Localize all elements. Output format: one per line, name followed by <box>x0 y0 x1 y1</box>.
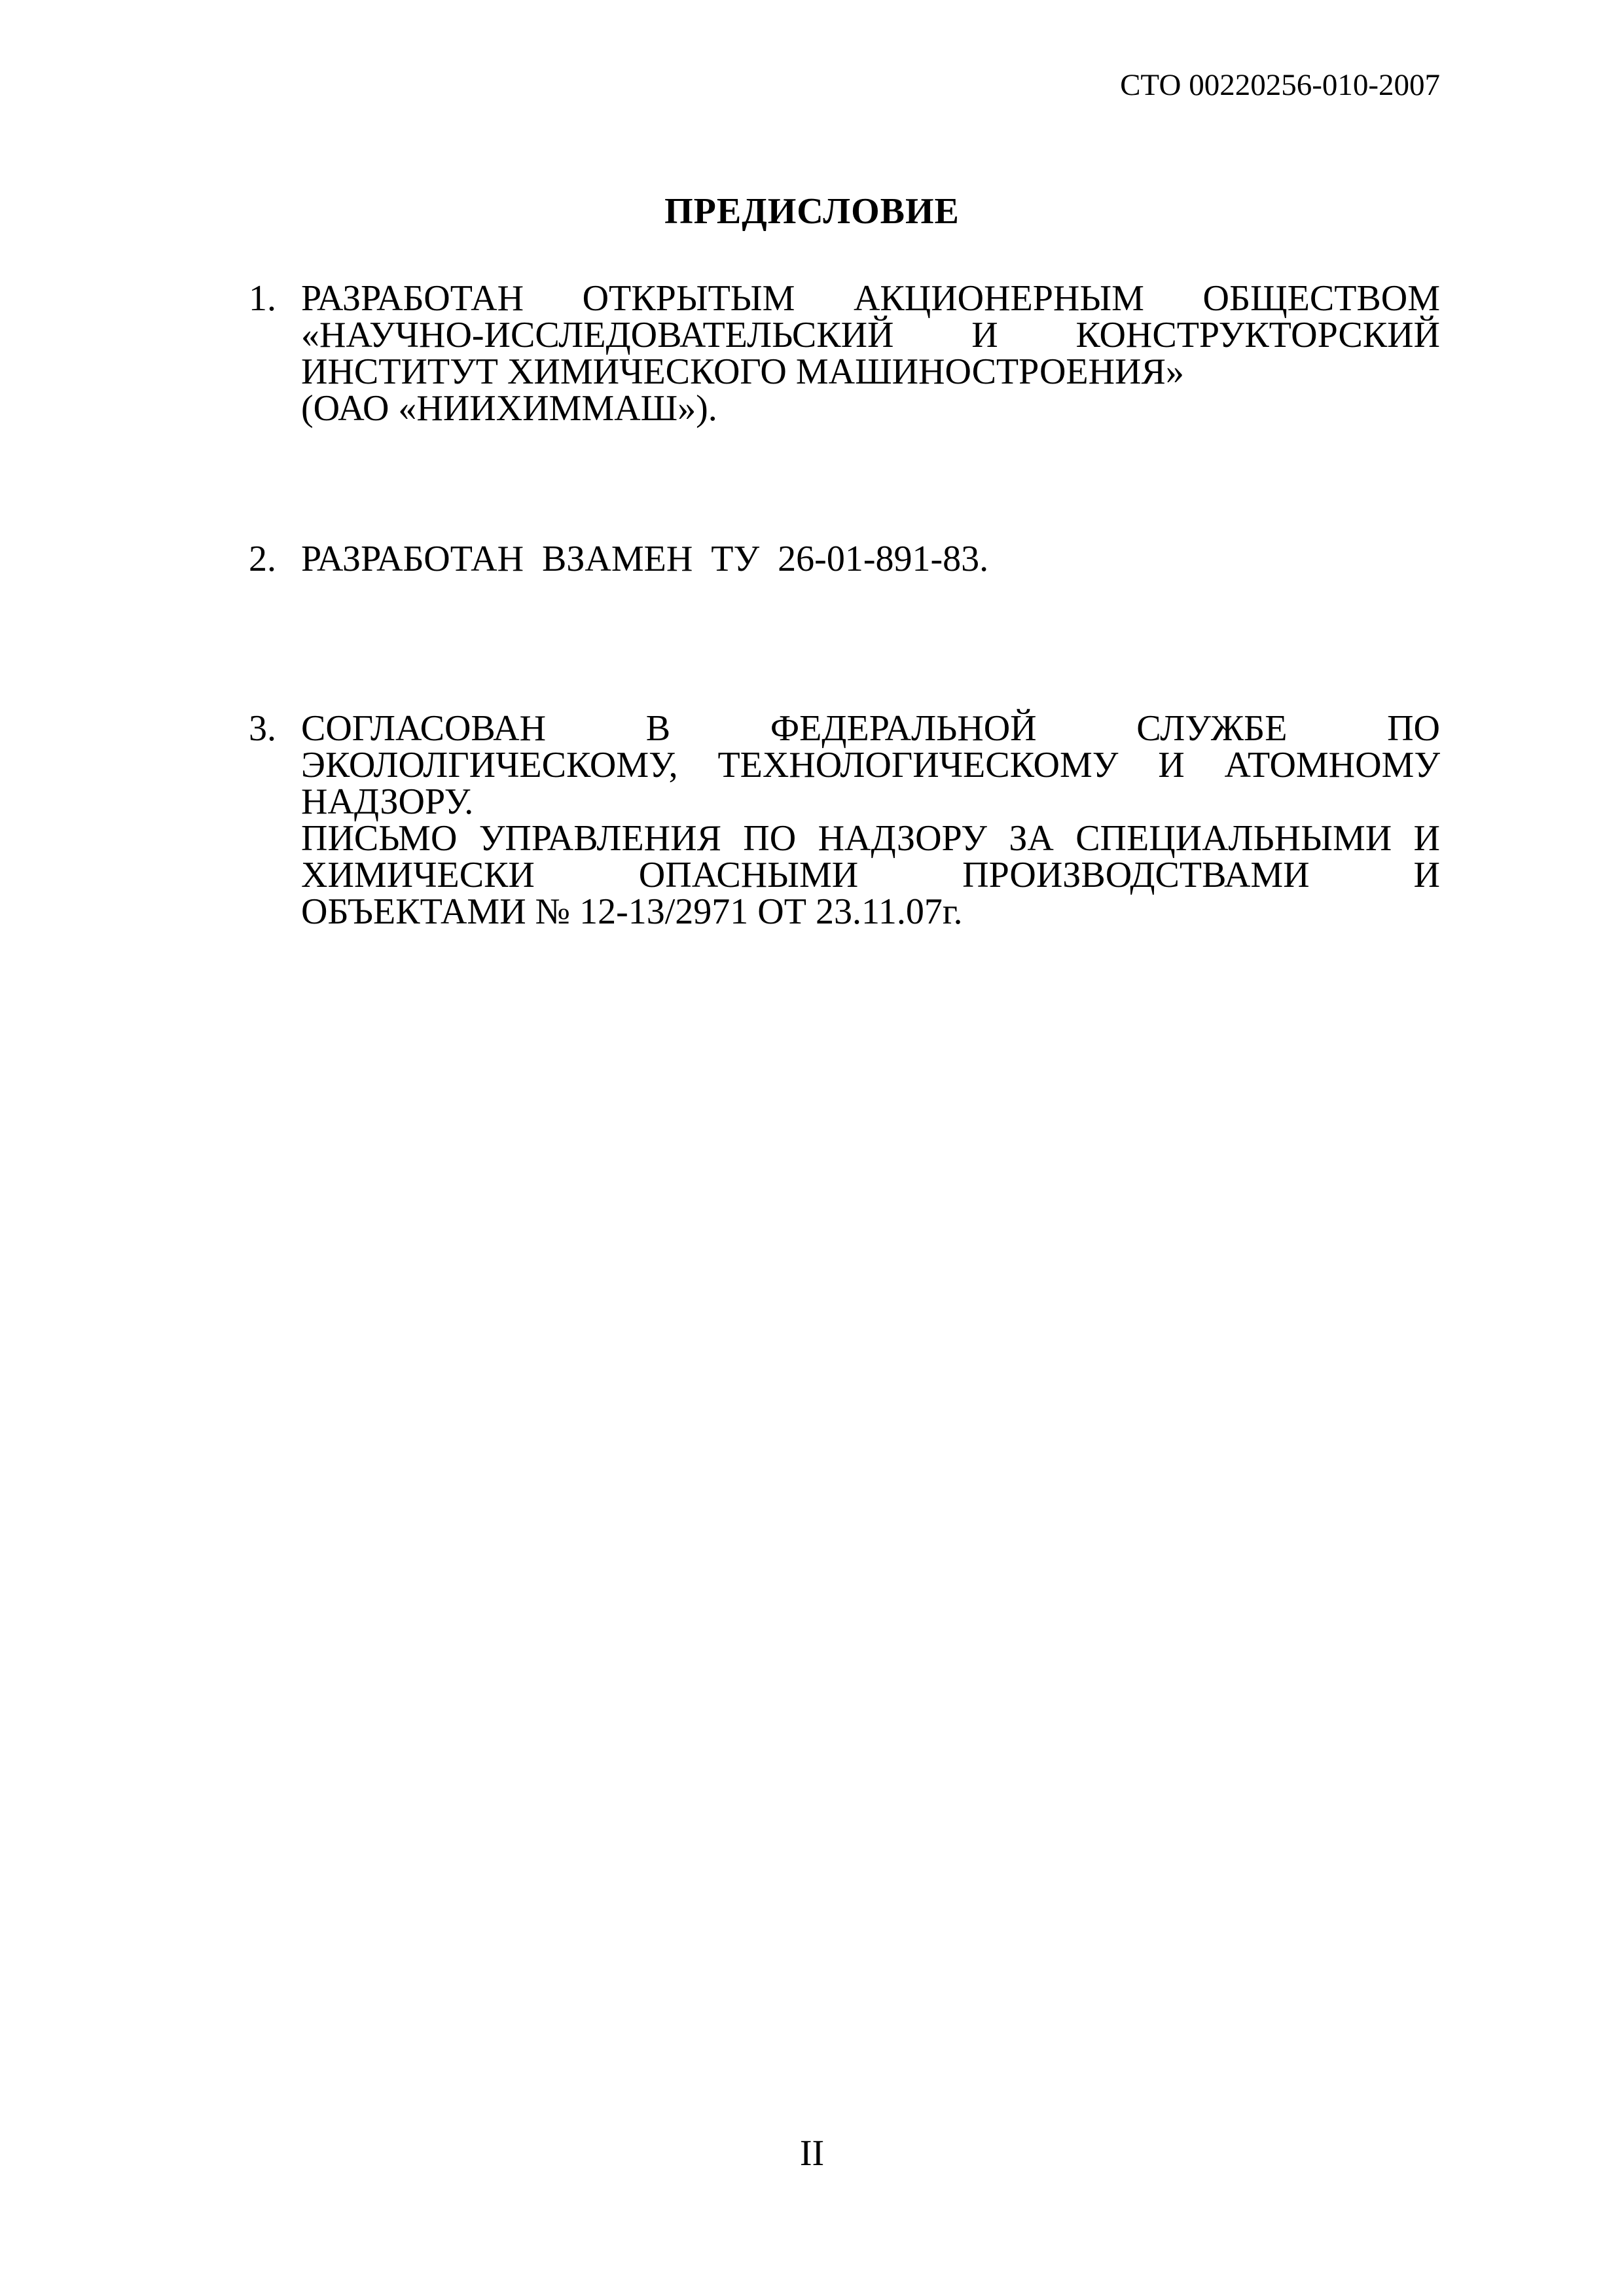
text-line: РАЗРАБОТАН ОТКРЫТЫМ АКЦИОНЕРНЫМ ОБЩЕСТВОМ <box>301 278 1440 319</box>
text-line: ЭКОЛОЛГИЧЕСКОМУ, ТЕХНОЛОГИЧЕСКОМУ И АТОМНОМУ <box>301 745 1440 785</box>
list-item-number: 1. <box>249 278 276 319</box>
text-line: СОГЛАСОВАН В ФЕДЕРАЛЬНОЙ СЛУЖБЕ ПО <box>301 708 1440 749</box>
text-line: ХИМИЧЕСКИ ОПАСНЫМИ ПРОИЗВОДСТВАМИ И <box>301 855 1440 895</box>
text-line: ОБЪЕКТАМИ № 12-13/2971 ОТ 23.11.07г. <box>301 891 963 932</box>
page-number: II <box>799 2133 825 2174</box>
text-line: ПИСЬМО УПРАВЛЕНИЯ ПО НАДЗОРУ ЗА СПЕЦИАЛЬНЫМИ И <box>301 818 1440 859</box>
text-line: ИНСТИТУТ ХИМИЧЕСКОГО МАШИНОСТРОЕНИЯ» <box>301 351 1184 392</box>
list-item <box>249 541 1440 577</box>
page-title: ПРЕДИСЛОВИЕ <box>664 191 960 232</box>
text-line: НАДЗОРУ. <box>301 781 474 822</box>
list-item-number: 2. <box>249 539 276 579</box>
list-item <box>249 710 1440 930</box>
text-line: (ОАО «НИИХИММАШ»). <box>301 388 717 429</box>
document-code: СТО 00220256-010-2007 <box>1120 68 1440 102</box>
list-item-number: 3. <box>249 708 276 749</box>
text-line: «НАУЧНО-ИССЛЕДОВАТЕЛЬСКИЙ И КОНСТРУКТОРСКИЙ <box>301 315 1440 355</box>
list-item <box>249 280 1440 427</box>
list-item-text <box>301 541 1440 577</box>
list-item-text <box>301 710 1440 930</box>
list-item-text <box>301 280 1440 427</box>
text-line: РАЗРАБОТАН ВЗАМЕН ТУ 26-01-891-83. <box>301 539 989 579</box>
